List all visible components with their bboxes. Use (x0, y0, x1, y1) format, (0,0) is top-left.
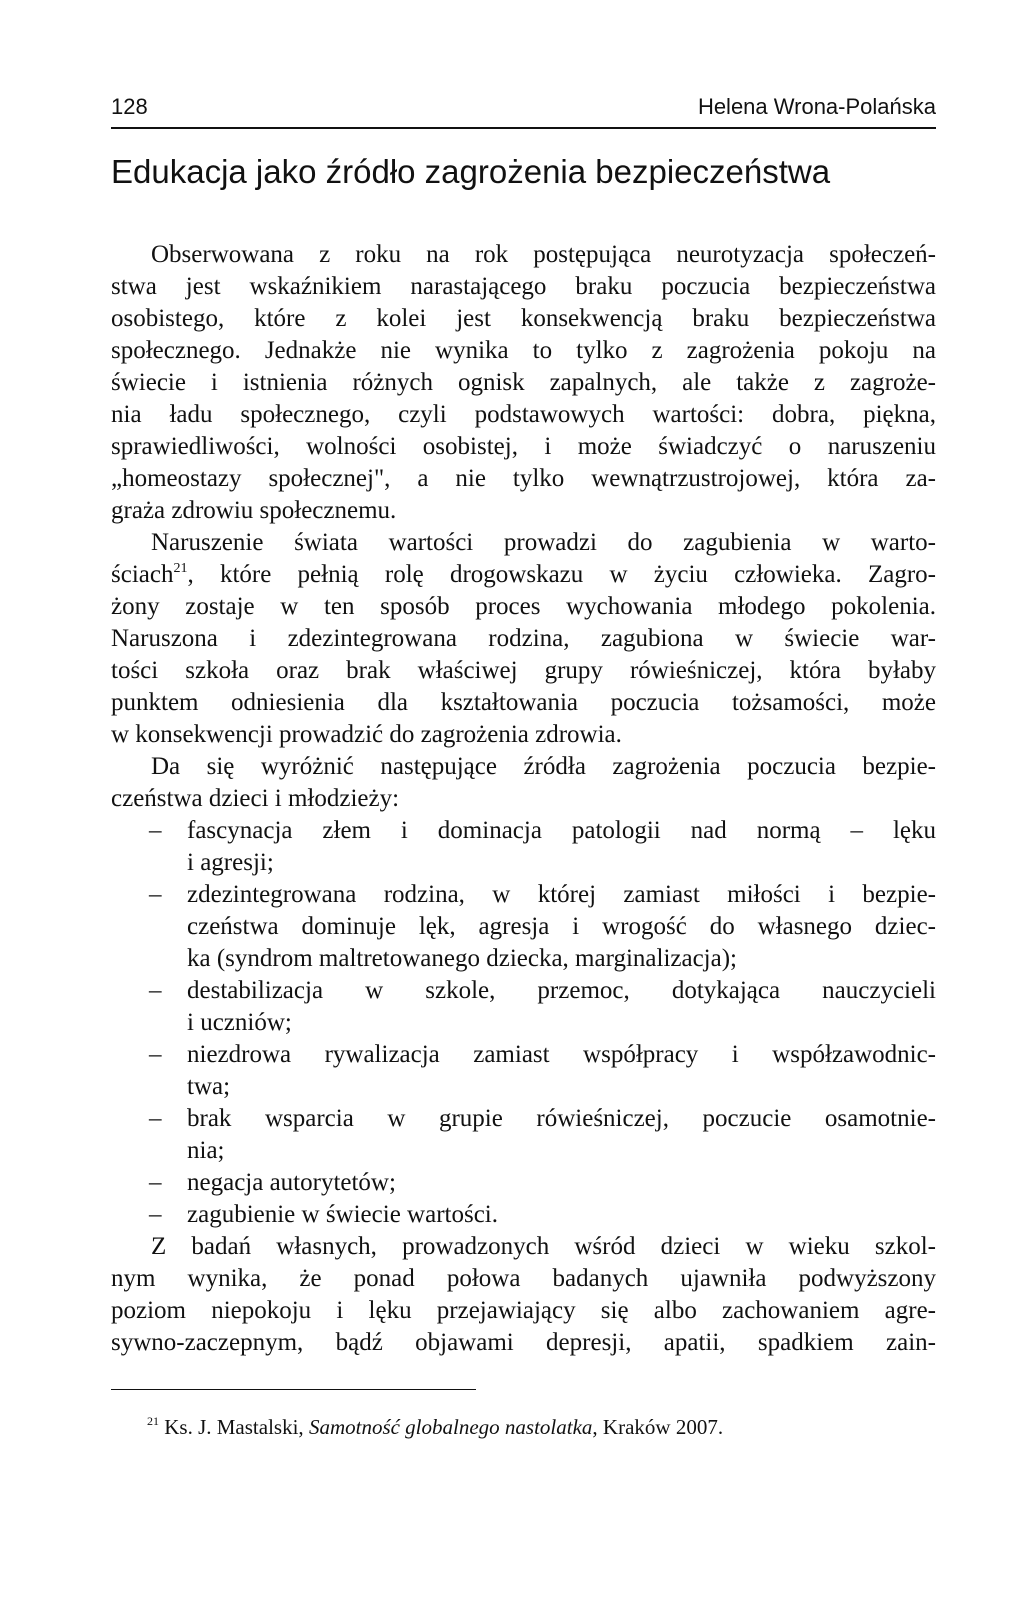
dash-bullet: – (149, 1105, 162, 1132)
list-item-line (111, 975, 936, 1007)
list-item-line (111, 1167, 936, 1199)
text-line: osobistego, które z kolei jest konsekwencją braku bezpieczeństwa (111, 305, 936, 332)
list-item-text: niezdrowa rywalizacja zamiast współpracy i współzawodnic- (187, 1041, 936, 1068)
chapter-title: Edukacja jako źródło zagrożenia bezpieczeństwa (111, 153, 831, 190)
dash-bullet: – (149, 977, 162, 1004)
text-line: Z badań własnych, prowadzonych wśród dzieci w wieku szkol- (151, 1233, 936, 1260)
list-item-text: negacja autorytetów; (187, 1169, 396, 1196)
list-item-line: i agresji; (187, 849, 274, 876)
dash-bullet: – (149, 881, 162, 908)
list-item-text: zdezintegrowana rodzina, w której zamiast miłości i bezpie- (187, 881, 936, 908)
dash-bullet: – (149, 817, 162, 844)
text-line: „homeostazy społecznej", a nie tylko wewnątrzustrojowej, która za- (111, 465, 936, 492)
list-item-line: twa; (187, 1073, 231, 1100)
list-item-text: brak wsparcia w grupie rówieśniczej, poczucie osamotnie- (187, 1105, 936, 1132)
footnote-suffix: , Kraków 2007. (592, 1415, 724, 1439)
dash-bullet: – (149, 1169, 162, 1196)
header-rule (111, 127, 936, 129)
list-item-text: destabilizacja w szkole, przemoc, dotykająca nauczycieli (187, 977, 936, 1004)
paragraph-3 (111, 751, 936, 815)
text-line: świecie i istnienia różnych ognisk zapalnych, ale także z zagroże- (111, 369, 936, 396)
paragraph-2 (111, 527, 936, 751)
dash-bullet: – (149, 1201, 162, 1228)
text-line: graża zdrowiu społecznemu. (111, 497, 397, 524)
text-line: sprawiedliwości, wolności osobistej, i może świadczyć o naruszeniu (111, 433, 936, 460)
threat-sources-list (111, 815, 936, 1231)
text-line (111, 559, 936, 591)
list-item-line: i uczniów; (187, 1009, 292, 1036)
text-line: punktem odniesienia dla kształtowania poczucia tożsamości, może (111, 689, 936, 716)
text-line: nym wynika, że ponad połowa badanych ujawniła podwyższony (111, 1265, 936, 1292)
dash-bullet: – (149, 1041, 162, 1068)
list-item (111, 1167, 936, 1199)
list-item (111, 975, 936, 1039)
list-item (111, 1039, 936, 1103)
text-line: czeństwa dzieci i młodzieży: (111, 785, 400, 812)
list-item (111, 1199, 936, 1231)
running-head (111, 92, 936, 122)
footnote-book-title: Samotność globalnego nastolatka (308, 1415, 593, 1439)
text-line: tości szkoła oraz brak właściwej grupy rówieśniczej, która byłaby (111, 657, 936, 684)
list-item-text: fascynacja złem i dominacja patologii nad normą – lęku (187, 817, 936, 844)
footnote-number: 21 (147, 1414, 159, 1428)
footnote-reference[interactable]: 21 (173, 561, 188, 576)
list-item-line: ka (syndrom maltretowanego dziecka, marginalizacja); (187, 945, 737, 972)
list-item (111, 815, 936, 879)
paragraph-1 (111, 239, 936, 527)
text-line: Naruszenie świata wartości prowadzi do zagubienia w warto- (151, 529, 936, 556)
list-item-line (111, 879, 936, 911)
paragraph-4 (111, 1231, 936, 1359)
footnote (147, 1413, 723, 1441)
list-item-line (111, 1103, 936, 1135)
text-line: nia ładu społecznego, czyli podstawowych wartości: dobra, piękna, (111, 401, 936, 428)
page-number: 128 (111, 94, 148, 119)
text-line: w konsekwencji prowadzić do zagrożenia zdrowia. (111, 721, 622, 748)
text-line: poziom niepokoju i lęku przejawiający się albo zachowaniem agre- (111, 1297, 936, 1324)
list-item-text: zagubienie w świecie wartości. (187, 1201, 498, 1228)
list-item-line: nia; (187, 1137, 225, 1164)
text-line: stwa jest wskaźnikiem narastającego braku poczucia bezpieczeństwa (111, 273, 936, 300)
text-fragment: ściach (111, 561, 174, 588)
text-line: żony zostaje w ten sposób proces wychowania młodego pokolenia. (111, 593, 936, 620)
running-head-author: Helena Wrona-Polańska (697, 94, 936, 119)
footnote-prefix: Ks. J. Mastalski, (164, 1415, 309, 1439)
list-item-line (111, 1039, 936, 1071)
text-line: Da się wyróżnić następujące źródła zagrożenia poczucia bezpie- (151, 753, 936, 780)
footnote-rule (111, 1389, 476, 1390)
text-line: Obserwowana z roku na rok postępująca neurotyzacja społeczeń- (151, 241, 936, 268)
text-line: Naruszona i zdezintegrowana rodzina, zagubiona w świecie war- (111, 625, 936, 652)
text-line: społecznego. Jednakże nie wynika to tylko z zagrożenia pokoju na (111, 337, 936, 364)
list-item (111, 879, 936, 975)
text-line: sywno-zaczepnym, bądź objawami depresji, apatii, spadkiem zain- (111, 1329, 936, 1356)
list-item-line (111, 815, 936, 847)
list-item-line (111, 1199, 936, 1231)
list-item (111, 1103, 936, 1167)
text-fragment: , które pełnią rolę drogowskazu w życiu człowieka. Zagro- (187, 561, 936, 588)
body-text (111, 239, 936, 1359)
list-item-line: czeństwa dominuje lęk, agresja i wrogość do własnego dziec- (187, 913, 936, 940)
